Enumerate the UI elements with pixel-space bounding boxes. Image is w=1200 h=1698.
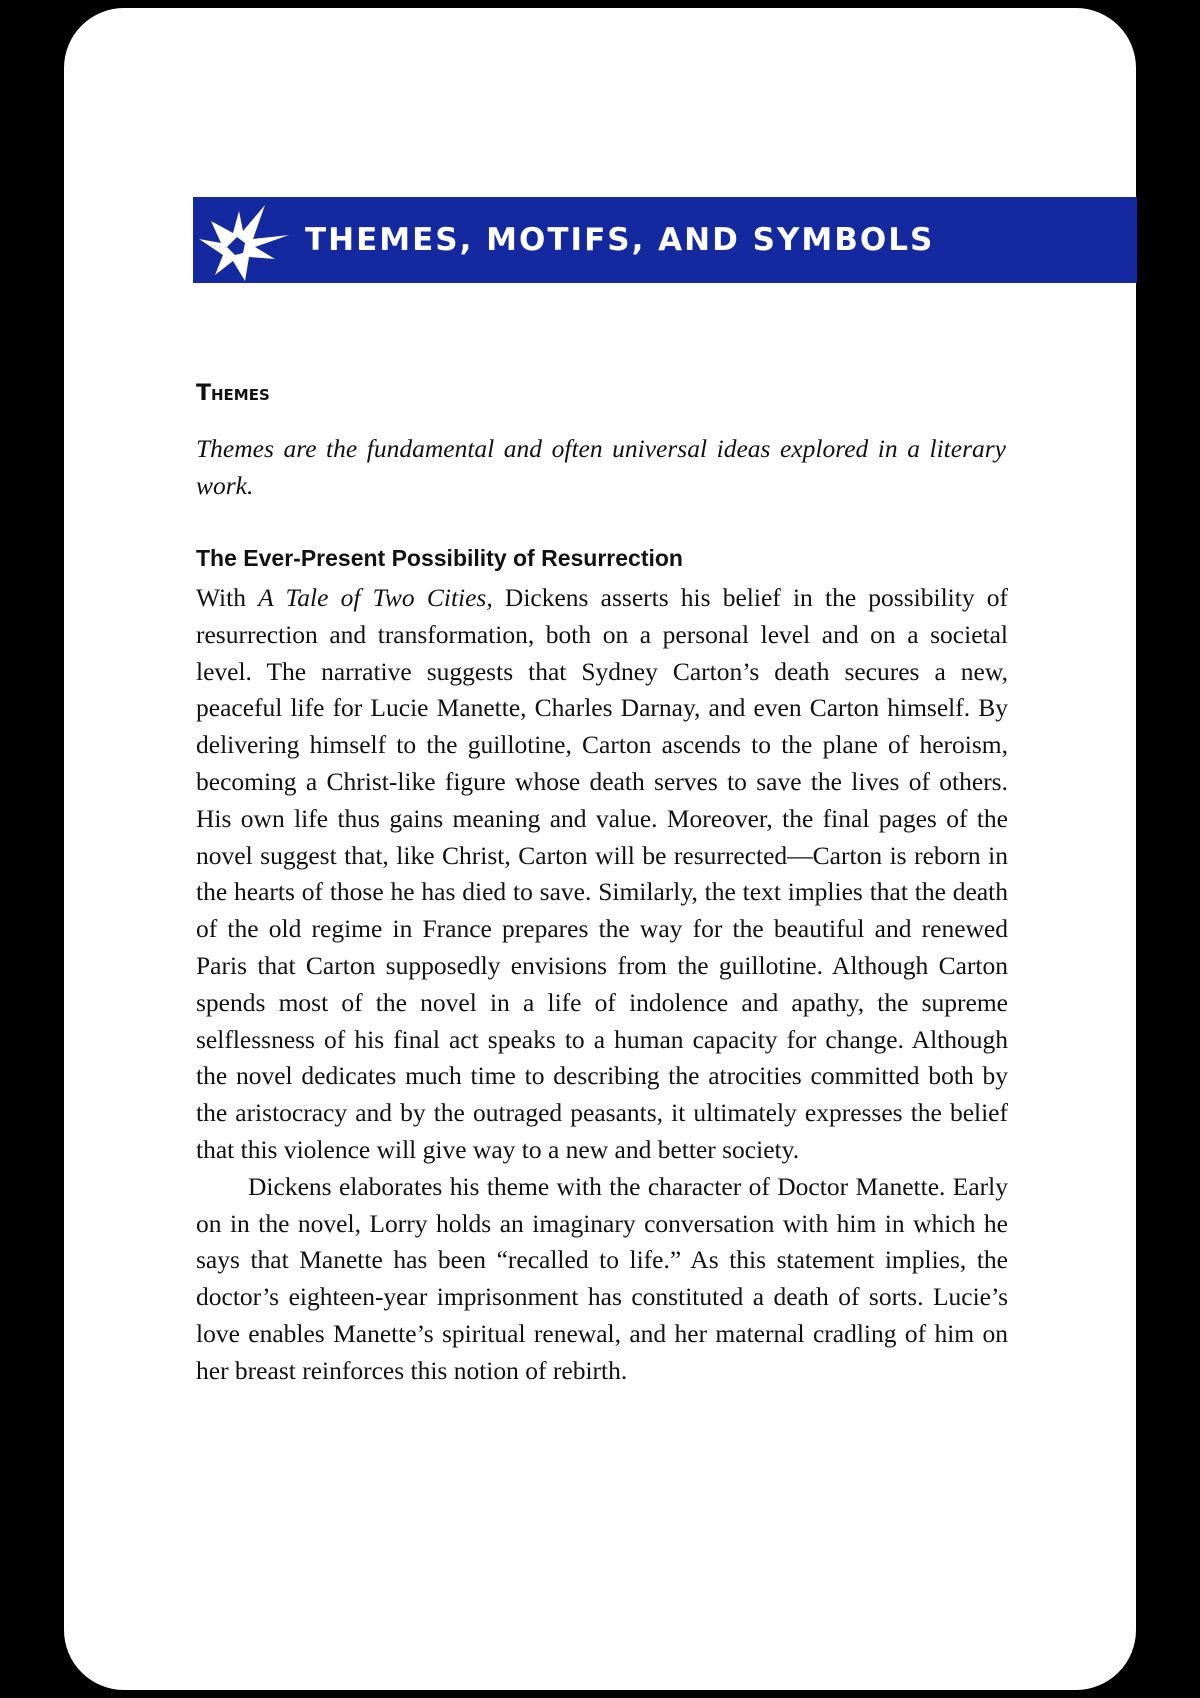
body-paragraph-2: Dickens elaborates his theme with the character of Doctor Manette. Early on in the novel, Lorry holds an imaginary conversation with him in which he says that Manette has been “recalled to life.” As this statement implies, the doctor’s eighteen-year imprisonment has constituted a death of sorts. Lucie’s love enables Manette’s spiritual renewal, and her maternal cradling of him on her breast reinforces this notion of rebirth. (196, 1171, 1008, 1385)
paragraph-text: Dickens asserts his belief in the possibility of resurrection and transformation, both on a personal level and on a societal level. The narrative suggests that Sydney Carton’s death secures a new, peaceful life for Lucie Manette, Charles Darnay, and even Carton himself. By delivering himself to the guillotine, Carton ascends to the plane of heroism, becoming a Christ-like figure whose death serves to save the lives of others. His own life thus gains meaning and value. Moreover, the final pages of the novel suggest that, like Christ, Carton will be resurrected—Carton is reborn in the hearts of those he has died to save. Similarly, the text implies that the death of the old regime in France prepares the way for the beautiful and renewed Paris that Carton supposedly envisions from the guillotine. Although Carton spends most of the novel in a life of indolence and apathy, the supreme selflessness of his final act speaks to a human capacity for change. Although the novel dedicates much time to describing the atrocities committed both by the aristocracy and by the outraged peasants, it ultimately expresses the belief that this violence will give way to a new and better society. (196, 583, 1008, 1164)
chapter-header-title: THEMES, MOTIFS, AND SYMBOLS (305, 222, 935, 258)
theme-body (196, 580, 1008, 1390)
starburst-icon (193, 197, 293, 283)
section-title: Themes (196, 381, 270, 406)
paragraph-text: With (196, 583, 259, 612)
body-paragraph-1 (196, 580, 1008, 1169)
section-intro: Themes are the fundamental and often universal ideas explored in a literary work. (196, 434, 1006, 500)
theme-heading: The Ever-Present Possibility of Resurrection (196, 545, 683, 571)
chapter-header-bar (193, 197, 1137, 283)
book-title: A Tale of Two Cities, (258, 583, 493, 612)
